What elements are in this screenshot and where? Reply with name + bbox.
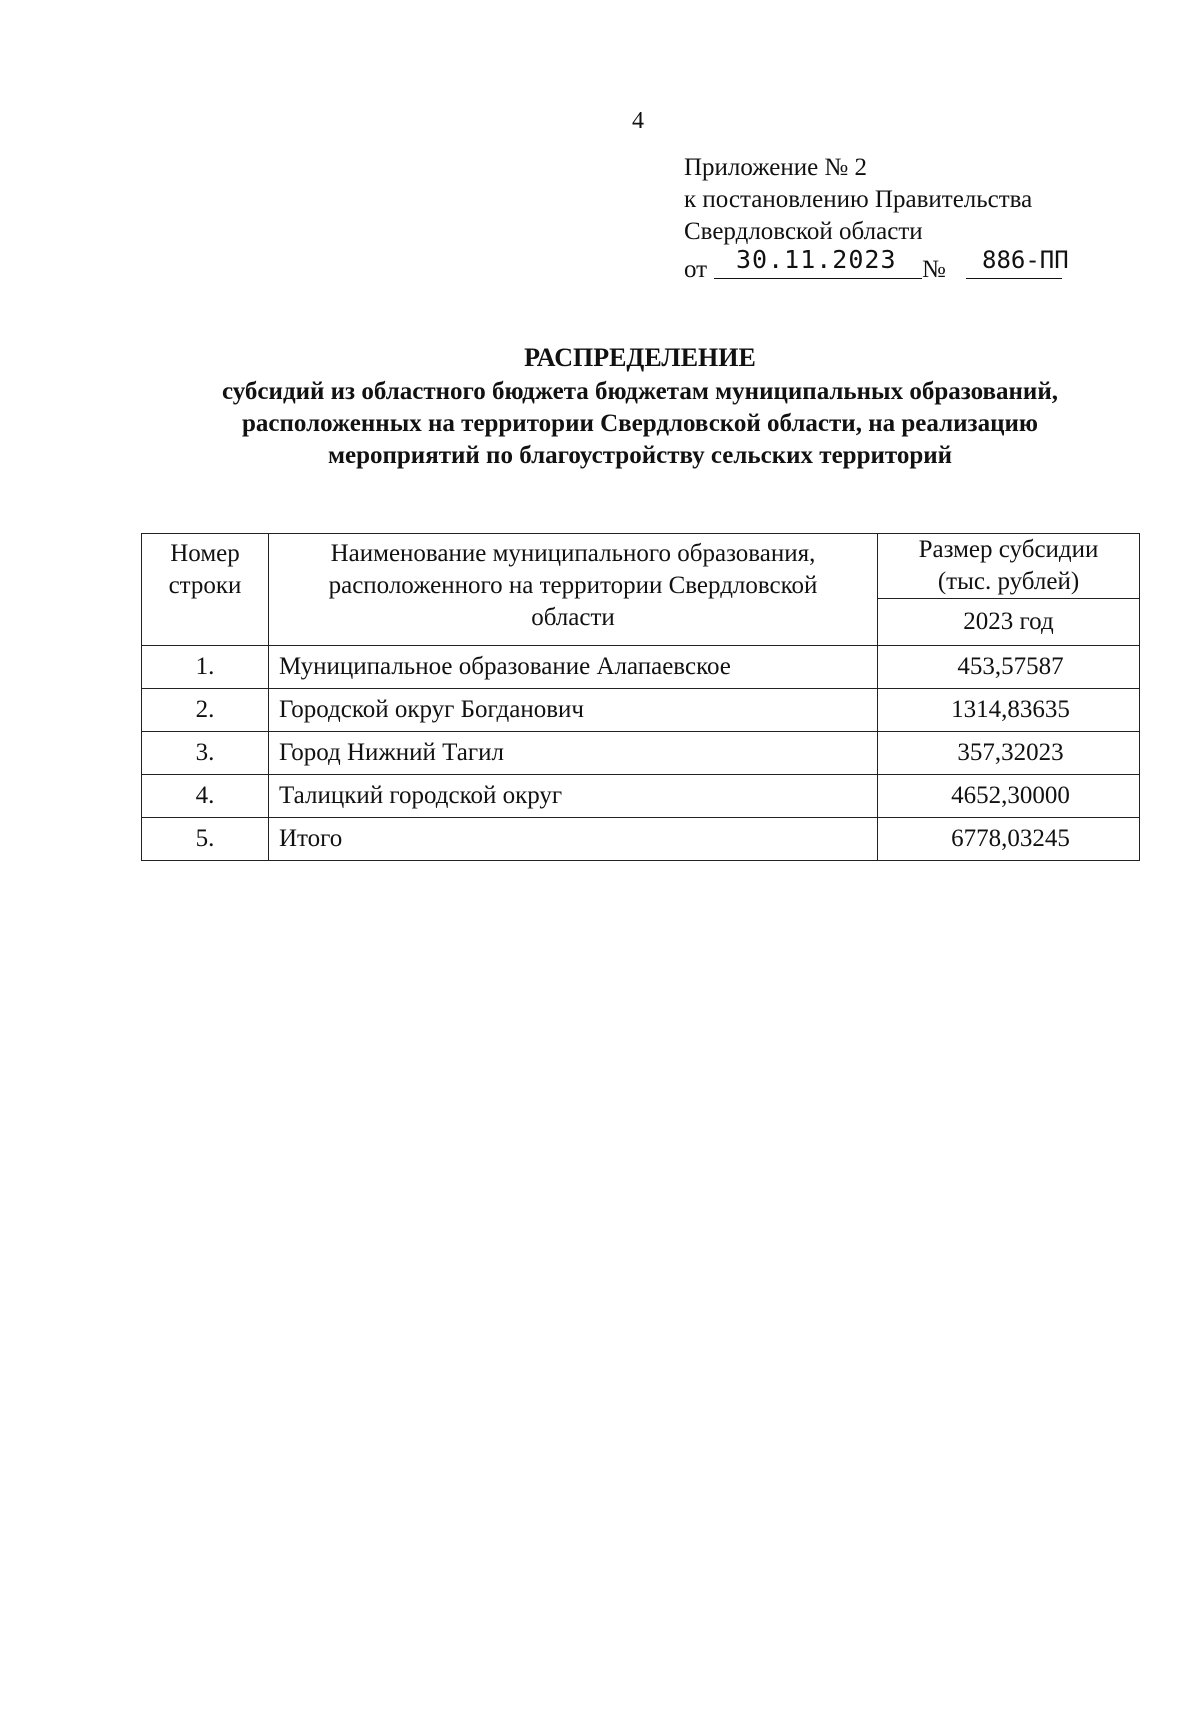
municipality-name: Муниципальное образование Алапаевское bbox=[269, 646, 878, 689]
row-number: 2. bbox=[142, 689, 269, 732]
row-number: 5. bbox=[142, 818, 269, 861]
appendix-date-number-row bbox=[684, 245, 1069, 283]
decree-number: 886-ПП bbox=[982, 246, 1069, 274]
header-municipality-name-text: Наименование муниципального образования, расположенного на территории Свердловской области bbox=[328, 540, 818, 631]
subsidy-amount: 6778,03245 bbox=[878, 818, 1140, 861]
municipality-name: Талицкий городской округ bbox=[269, 775, 878, 818]
header-subsidy-amount-text: Размер субсидии (тыс. рублей) bbox=[918, 536, 1099, 595]
document-title bbox=[120, 342, 1160, 472]
appendix-header bbox=[684, 152, 1069, 283]
appendix-line-3: Свердловской области bbox=[684, 218, 923, 245]
subsidy-amount: 1314,83635 bbox=[878, 689, 1140, 732]
header-year: 2023 год bbox=[878, 599, 1140, 646]
municipality-name: Итого bbox=[269, 818, 878, 861]
table-header-row bbox=[142, 534, 1140, 599]
page-number: 4 bbox=[632, 108, 644, 134]
title-line-1: субсидий из областного бюджета бюджетам муниципальных образований, bbox=[222, 378, 1058, 405]
from-label: от bbox=[684, 256, 708, 283]
table-row-total bbox=[142, 818, 1140, 861]
table-row bbox=[142, 646, 1140, 689]
table-row bbox=[142, 732, 1140, 775]
row-number: 3. bbox=[142, 732, 269, 775]
municipality-name: Город Нижний Тагил bbox=[269, 732, 878, 775]
decree-date: 30.11.2023 bbox=[736, 245, 897, 274]
appendix-line-2: к постановлению Правительства bbox=[684, 186, 1033, 213]
header-row-number bbox=[142, 534, 269, 646]
header-subsidy-amount bbox=[878, 534, 1140, 599]
subsidy-amount: 4652,30000 bbox=[878, 775, 1140, 818]
subsidy-amount: 453,57587 bbox=[878, 646, 1140, 689]
header-row-number-text: Номер строки bbox=[168, 540, 242, 599]
title-main: РАСПРЕДЕЛЕНИЕ bbox=[524, 343, 756, 372]
title-line-2: расположенных на территории Свердловской области, на реализацию bbox=[242, 410, 1038, 437]
municipality-name: Городской округ Богданович bbox=[269, 689, 878, 732]
distribution-table bbox=[141, 533, 1140, 861]
table-row bbox=[142, 689, 1140, 732]
row-number: 1. bbox=[142, 646, 269, 689]
row-number: 4. bbox=[142, 775, 269, 818]
table-row bbox=[142, 775, 1140, 818]
number-label: № bbox=[922, 256, 946, 283]
appendix-line-1: Приложение № 2 bbox=[684, 154, 868, 181]
header-municipality-name bbox=[269, 534, 878, 646]
title-line-3: мероприятий по благоустройству сельских территорий bbox=[327, 442, 953, 469]
subsidy-amount: 357,32023 bbox=[878, 732, 1140, 775]
